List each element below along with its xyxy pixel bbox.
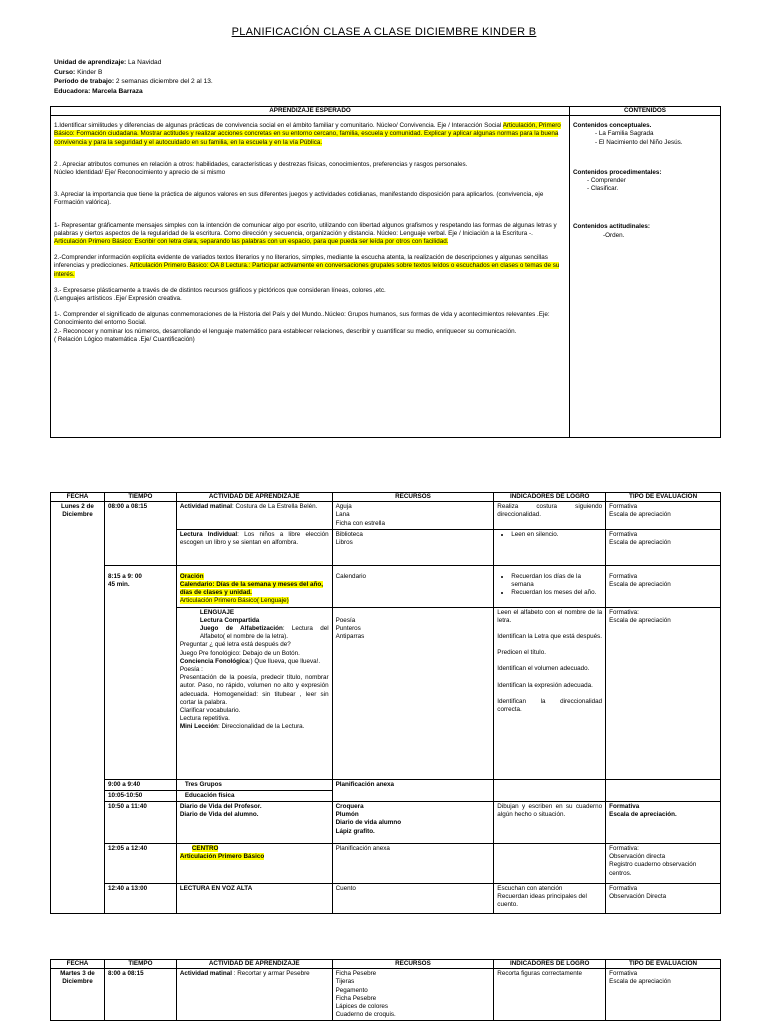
header-tiempo: TIEMPO (104, 493, 176, 502)
indicador-cell: Recorta figuras correctamente (494, 969, 606, 1021)
tiempo-cell: 8:00 a 08:15 (104, 969, 176, 1021)
actividad-cell: Tres Grupos (176, 779, 332, 790)
document-title: PLANIFICACIÓN CLASE A CLASE DICIEMBRE KINDER B (231, 26, 537, 38)
actividad-cell: CENTRO Articulación Primero Básico (176, 844, 332, 884)
evaluacion-cell: Formativa Escala de apreciación (606, 502, 721, 530)
aprendizaje-3: 3. Apreciar la importancia que tiene la práctica de algunos valores en sus diferentes juegos y actividades cotidianas, manifestando disposición para aplicarlos. (convivencia, eje Formación valórica). (54, 191, 544, 207)
evaluacion-cell: Formativa Observación Directa (606, 884, 721, 914)
recursos-cell: Croquera Plumón Diario de vida alumno Lápiz grafito. (332, 802, 494, 844)
indicador-cell: • Recuerdan los días de la semana • Recuerdan los meses del año. (494, 565, 606, 607)
tiempo-cell: 12:40 a 13:00 (104, 884, 176, 914)
header-contenidos: CONTENIDOS (570, 107, 721, 116)
aprendizaje-6: 3.- Expresarse plásticamente a través de de distintos recursos gráficos y pictóricos que consideran líneas, colores ,etc. (Lenguajes artísticos .Eje/ Expresión creativa. (54, 286, 386, 303)
contenido-actitudinal-item: -Orden. (603, 231, 625, 239)
aprendizaje-1: 1.Identificar similitudes y diferencias de algunas prácticas de convivencia social en el ámbito familiar y comunitario. Núcleo/ Convivencia. Eje / Interacción Social Articulación, Primero Básico: Formación ciudadana. Mostrar actitudes y realizar acciones concretas en su entorno cercano, familia, escuela y comunidad. Explicar y aplicar algunas normas para la buena convivencia y para la seguridad y el autocuidado en su familia, en la escuela y en la vía Pública. (54, 122, 561, 146)
header-fecha: FECHA (51, 960, 105, 969)
evaluacion-cell: Formativa: Observación directa Registro cuaderno observación centros. (606, 844, 721, 884)
actividad-cell: Diario de Vida del Profesor. Diario de Vida del alumno. (176, 802, 332, 844)
meta-educadora: Educadora: Marcela Barraza (54, 87, 143, 95)
indicador-cell: • Leen en silencio. (494, 529, 606, 565)
recursos-cell: Planificación anexa (332, 844, 494, 884)
recursos-cell: Ficha Pesebre Tijeras Pegamento Ficha Pesebre Lápices de colores Cuaderno de croquis. (332, 969, 494, 1021)
planificacion-lunes-table (50, 492, 721, 914)
evaluacion-cell (606, 779, 721, 801)
aprendizaje-2: 2 . Apreciar atributos comunes en relación a otros: habilidades, características y destrezas físicas, conocimientos, preferencias y rasgos personales. Núcleo Identidad/ Eje/ Reconocimiento y aprecio de si mismo (54, 160, 468, 177)
aprendizaje-7: 1-. Comprender el significado de algunas conmemoraciones de la Historia del País y del Mundo..Núcleo: Grupos humanos, sus formas de vida y acontecimientos relevantes .Eje: Conocimiento del entorno Social. 2.- Reconocer y nominar los números, desarrollando el lenguaje matemático para establecer relaciones, describir y cuantificar su medio, enriquecer su comunicación. ( Relación Lógico matemática .Eje/ Cuantificación) (54, 311, 550, 343)
planificacion-martes-table (50, 959, 721, 1021)
contenidos-cell (570, 116, 721, 438)
meta-curso: Curso: Kinder B (54, 68, 103, 76)
document-meta (54, 58, 213, 96)
evaluacion-cell: Formativa Escala de apreciación (606, 565, 721, 607)
tiempo-cell: 10:50 a 11:40 (104, 802, 176, 844)
evaluacion-cell: Formativa Escala de apreciación. (606, 802, 721, 844)
actividad-cell: Educación física (176, 790, 332, 801)
recursos-cell: Planificación anexa (332, 779, 494, 801)
list-item: - El Nacimiento del Niño Jesús. (595, 139, 717, 147)
header-fecha: FECHA (51, 493, 105, 502)
recursos-cell: Aguja Lana Ficha con estrella (332, 502, 494, 530)
contenidos-actitudinales: Contenidos actitudinales: (573, 223, 650, 231)
list-item: - La Familia Sagrada (595, 130, 717, 138)
header-evaluacion: TIPO DE EVALUACIÓN (606, 493, 721, 502)
meta-periodo: Período de trabajo: 2 semanas diciembre del 2 al 13. (54, 78, 213, 85)
fecha-cell: Lunes 2 de Diciembre (51, 502, 105, 914)
meta-unidad: Unidad de aprendizaje: La Navidad (54, 59, 162, 66)
actividad-cell: Actividad matinal : Recortar y armar Pesebre (176, 969, 332, 1021)
recursos-cell: Cuento (332, 884, 494, 914)
aprendizaje-5: 2.-Comprender información explícita evidente de variados textos literarios y no literarios, simples, mediante la escucha atenta, la realización de descripciones y algunas sencillas inferencias y predicciones. Articulación Primero Básico: OA 8 Lectura.: Participar activamente en conversaciones grupales sobre textos leídos o escuchados en clases o temas de su interés. (54, 254, 560, 278)
aprendizaje-4: 1- Representar gráficamente mensajes simples con la intención de comunicar algo por escrito, utilizando con libertad algunos grafismos y respetando las formas de algunas letras y palabras y ciertos aspectos de la regularidad de la escritura. Como dirección y secuencia, organización y distancia. Núcleo: Lenguaje verbal. Eje / Iniciación a la Escritura -. Articulación Primero Básico: Escribir con letra clara, separando las palabras con un espacio, para que pueda ser leída por otros con facilidad. (54, 221, 557, 246)
header-aprendizaje: APRENDIZAJE ESPERADO (51, 107, 570, 116)
actividad-cell: Oración Calendario: Días de la semana y meses del año, días de clases y unidad. Articulación Primero Básico( Lenguaje) (176, 565, 332, 607)
evaluacion-cell: Formativa: Escala de apreciación (606, 607, 721, 779)
header-indicadores: INDICADORES DE LOGRO (494, 960, 606, 969)
indicador-cell (494, 844, 606, 884)
header-indicadores: INDICADORES DE LOGRO (494, 493, 606, 502)
tiempo-cell: 8:15 a 9: 00 45 min. (104, 565, 176, 779)
recursos-cell: Biblioteca Libros (332, 529, 494, 565)
actividad-cell: Lectura Individual: Los niños a libre elección escogen un libro y se sientan en alfombra. (176, 529, 332, 565)
tiempo-cell: 08:00 a 08:15 (104, 502, 176, 566)
list-item: - Comprender (587, 177, 717, 185)
evaluacion-cell: Formativa Escala de apreciación (606, 529, 721, 565)
tiempo-cell: 9:00 a 9:40 (104, 779, 176, 790)
aprendizajes-table (50, 106, 721, 438)
recursos-cell: Poesía Punteros Antiparras (332, 607, 494, 779)
tiempo-cell: 12:05 a 12:40 (104, 844, 176, 884)
indicador-cell: Escuchan con atención Recuerdan ideas principales del cuento. (494, 884, 606, 914)
fecha-cell: Martes 3 de Diciembre (51, 969, 105, 1021)
header-evaluacion: TIPO DE EVALUACIÓN (606, 960, 721, 969)
actividad-cell: LENGUAJE Lectura Compartida Juego de Alfabetización: Lectura del Alfabeto( el nombre de la letra). Preguntar ¿ qué letra está después de? Juego Pre fonológico: Debajo de un Botón. Conciencia Fonológica:) Que llueva, que llueva!. Poesía : Presentación de la poesía, predecir título, nombrar autor. Paso, no rápido, volumen no alto y expresión adecuada. Homogeneidad: sin titubear , leer sin cortar la palabra. Clarificar vocabulario. Lectura repetitiva. Mini Lección: Direccionalidad de la Lectura. (176, 607, 332, 779)
recursos-cell: Calendario (332, 565, 494, 607)
indicador-cell: Leen el alfabeto con el nombre de la letra. Identifican la Letra que está después. Predicen el título. Identifican el volumen adecuado. Identifican la expresión adecuada. Identifican la direccionalidad correcta. (494, 607, 606, 779)
list-item: - Clasificar. (587, 185, 717, 193)
indicador-cell: Realiza costura siguiendo direccionalidad. (494, 502, 606, 530)
indicador-cell: Dibujan y escriben en su cuaderno algún hecho o situación. (494, 802, 606, 844)
header-recursos: RECURSOS (332, 493, 494, 502)
header-actividad: ACTIVIDAD DE APRENDIZAJE (176, 960, 332, 969)
header-actividad: ACTIVIDAD DE APRENDIZAJE (176, 493, 332, 502)
actividad-cell: LECTURA EN VOZ ALTA (176, 884, 332, 914)
evaluacion-cell: Formativa Escala de apreciación (606, 969, 721, 1021)
actividad-cell: Actividad matinal: Costura de La Estrella Belén. (176, 502, 332, 530)
aprendizajes-cell (51, 116, 570, 438)
contenidos-procedimentales: Contenidos procedimentales: (573, 168, 662, 176)
header-recursos: RECURSOS (332, 960, 494, 969)
tiempo-cell: 10:05-10:50 (104, 790, 176, 801)
header-tiempo: TIEMPO (104, 960, 176, 969)
indicador-cell (494, 779, 606, 801)
contenidos-conceptuales: Contenidos conceptuales. (573, 122, 652, 130)
